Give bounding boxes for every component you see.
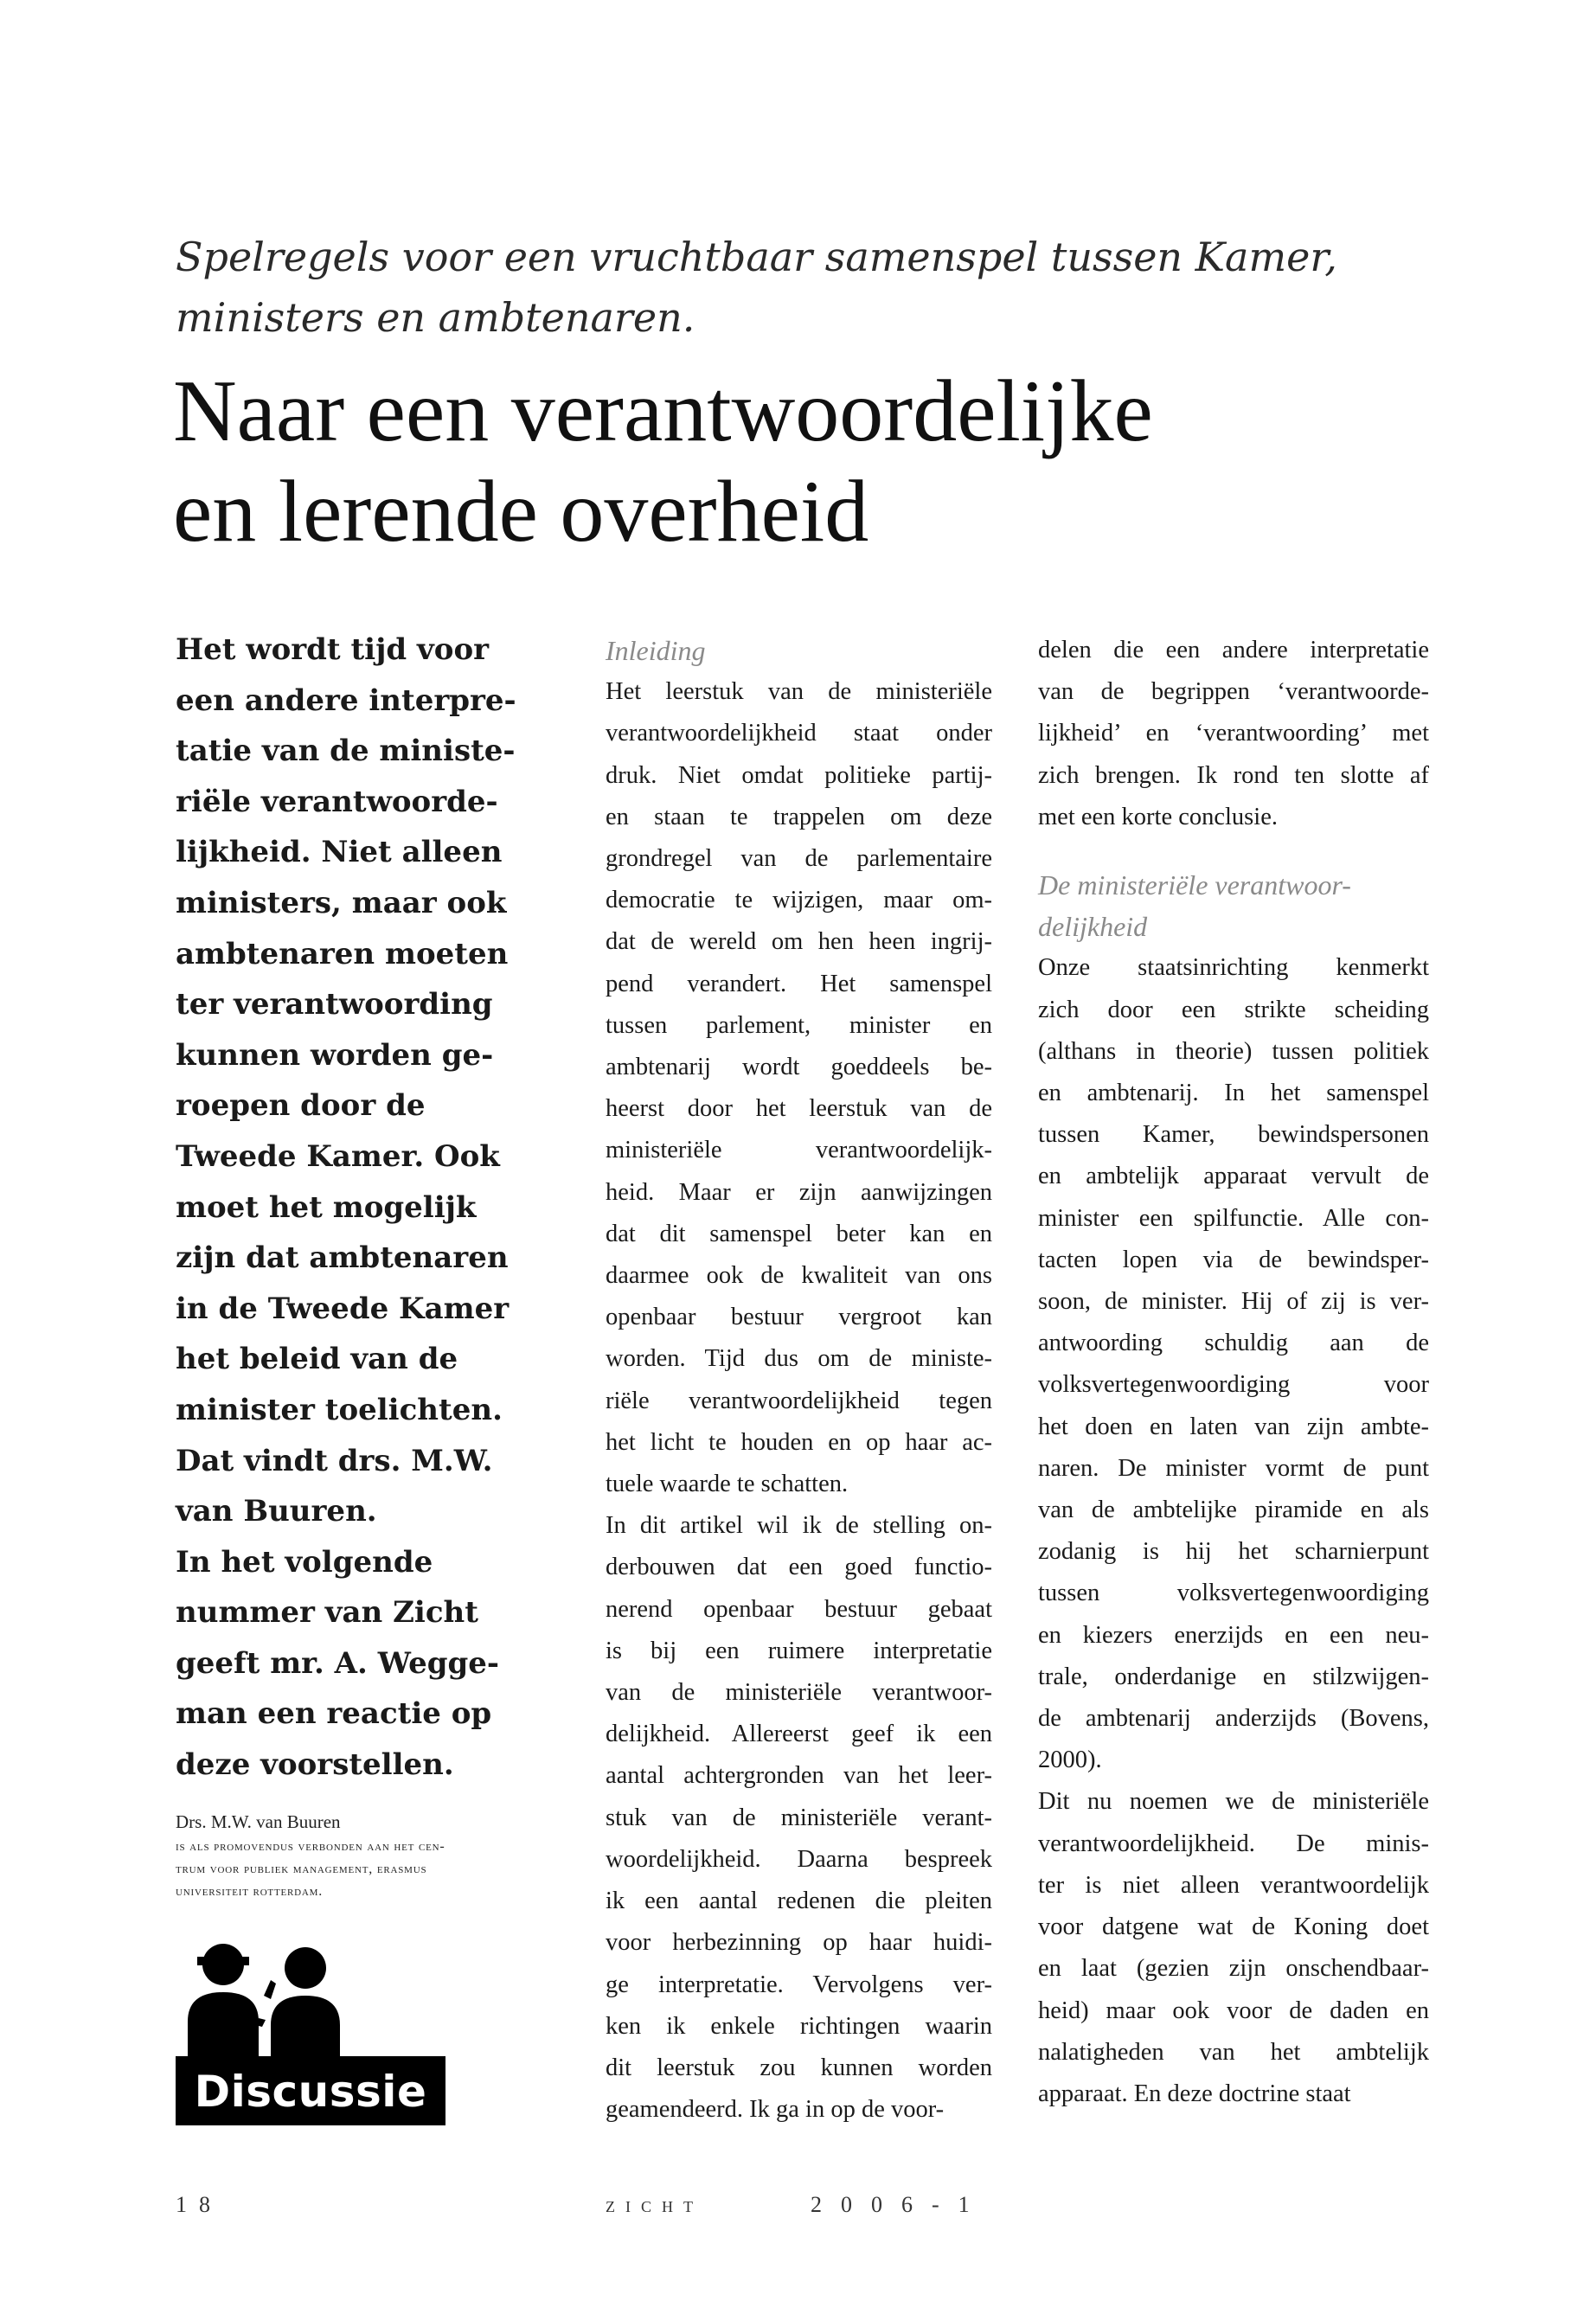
body-line: tussen volksvertegenwoordiging xyxy=(1038,1580,1429,1607)
body-line: naren. De minister vormt de punt xyxy=(1038,1454,1429,1482)
lead-line: ambtenaren moeten xyxy=(176,936,509,971)
body-line: Dit nu noemen we de ministeriële xyxy=(1038,1788,1429,1816)
body-line: heid. Maar er zijn aanwijzingen xyxy=(606,1178,992,1206)
subtitle-line-2: ministers en ambtenaren. xyxy=(176,294,695,341)
body-line: het doen en laten van zijn ambte- xyxy=(1038,1413,1429,1440)
people-discussing-icon xyxy=(176,1935,445,2065)
body-line: derbouwen dat een goed functio- xyxy=(606,1554,992,1581)
body-line: het licht te houden en op haar ac- xyxy=(606,1428,992,1456)
magazine-name: zicht xyxy=(606,2192,703,2217)
body-line: van de ministeriële verantwoor- xyxy=(606,1679,992,1707)
body-line: tussen parlement, minister en xyxy=(606,1011,992,1039)
body-line: ik een aantal redenen die pleiten xyxy=(606,1888,992,1915)
body-line: worden. Tijd dus om de ministe- xyxy=(606,1345,992,1373)
lead-line: Het wordt tijd voor xyxy=(176,632,490,667)
body-line: openbaar bestuur vergroot kan xyxy=(606,1304,992,1331)
body-line: ter is niet alleen verantwoordelijk xyxy=(1038,1871,1429,1899)
body-line: ken ik enkele richtingen waarin xyxy=(606,2012,992,2040)
body-line: aantal achtergronden van het leer- xyxy=(606,1762,992,1790)
lead-line: in de Tweede Kamer xyxy=(176,1291,510,1326)
lead-line: In het volgende xyxy=(176,1544,433,1580)
title-line-1: Naar een verantwoordelijke xyxy=(173,362,1153,460)
body-line: en laat (gezien zijn onschendbaar- xyxy=(1038,1955,1429,1983)
body-line: delijkheid. Allereerst geef ik een xyxy=(606,1721,992,1748)
lead-line: moet het mogelijk xyxy=(176,1189,477,1225)
body-line: en staan te trappelen om deze xyxy=(606,803,992,830)
article-title xyxy=(173,362,1471,562)
body-line: zich brengen. Ik rond ten slotte af xyxy=(1038,761,1429,789)
discussie-logo xyxy=(176,1935,445,2125)
body-line: daarmee ook de kwaliteit van ons xyxy=(606,1262,992,1290)
body-line: van de begrippen ‘verantwoorde- xyxy=(1038,678,1429,706)
body-line: is bij een ruimere interpretatie xyxy=(606,1637,992,1664)
lead-line: roepen door de xyxy=(176,1088,426,1124)
body-line: ministeriële verantwoordelijk- xyxy=(606,1137,992,1164)
discussie-label: Discussie xyxy=(176,2059,445,2125)
body-line: voor herbezinning op haar huidi- xyxy=(606,1929,992,1957)
body-line: antwoording schuldig aan de xyxy=(1038,1330,1429,1357)
article-subtitle xyxy=(176,227,1404,348)
page-number: 18 xyxy=(176,2192,222,2217)
body-line: tuele waarde te schatten. xyxy=(606,1471,849,1498)
body-line: en kiezers enerzijds en een neu- xyxy=(1038,1621,1429,1649)
lead-line: een andere interpre- xyxy=(176,683,516,718)
lead-line: geeft mr. A. Wegge- xyxy=(176,1645,500,1681)
subtitle-line-1: Spelregels voor een vruchtbaar samenspel tussen Kamer, xyxy=(176,234,1337,280)
body-line: heid) maar ook voor de daden en xyxy=(1038,1997,1429,2024)
affiliation-line: is als promovendus verbonden aan het cen- xyxy=(176,1839,445,1854)
body-line: (althans in theorie) tussen politiek xyxy=(1038,1037,1429,1065)
body-line: soon, de minister. Hij of zij is ver- xyxy=(1038,1288,1429,1316)
body-line: pend verandert. Het samenspel xyxy=(606,970,992,997)
lead-line: riële verantwoorde- xyxy=(176,784,498,819)
affiliation-line: trum voor publiek management, erasmus xyxy=(176,1862,427,1876)
body-line: voor datgene wat de Koning doet xyxy=(1038,1913,1429,1941)
lead-line: minister toelichten. xyxy=(176,1392,503,1427)
issue-number: 2006-1 xyxy=(811,2192,989,2217)
lead-line: lijkheid. Niet alleen xyxy=(176,835,503,870)
body-line: zodanig is hij het scharnierpunt xyxy=(1038,1538,1429,1566)
body-line: de ambtenarij anderzijds (Bovens, xyxy=(1038,1705,1429,1733)
title-line-2: en lerende overheid xyxy=(173,463,869,561)
body-line: nerend openbaar bestuur gebaat xyxy=(606,1595,992,1623)
body-line: riële verantwoordelijkheid tegen xyxy=(606,1387,992,1414)
body-line: Onze staatsinrichting kenmerkt xyxy=(1038,954,1429,982)
body-line: volksvertegenwoordiging voor xyxy=(1038,1371,1429,1399)
body-line: delen die een andere interpretatie xyxy=(1038,637,1429,663)
lead-line: van Buuren. xyxy=(176,1494,377,1529)
author-affiliation xyxy=(176,1836,574,1903)
body-line: dat dit samenspel beter kan en xyxy=(606,1220,992,1247)
section-heading-line-2: delijkheid xyxy=(1038,911,1148,943)
body-line: met een korte conclusie. xyxy=(1038,803,1278,830)
author-block xyxy=(176,1808,574,1903)
body-column-2 xyxy=(606,630,992,2131)
body-line: en ambtelijk apparaat vervult de xyxy=(1038,1163,1429,1190)
section-heading-inleiding: Inleiding xyxy=(606,635,706,666)
author-name: Drs. M.W. van Buuren xyxy=(176,1811,341,1832)
body-line: zich door een strikte scheiding xyxy=(1038,996,1429,1023)
body-line: grondregel van de parlementaire xyxy=(606,845,992,873)
body-line: democratie te wijzigen, maar om- xyxy=(606,887,992,914)
body-line: heerst door het leerstuk van de xyxy=(606,1095,992,1123)
lead-line: ministers, maar ook xyxy=(176,885,507,920)
body-line: tussen Kamer, bewindspersonen xyxy=(1038,1121,1429,1149)
body-line: ge interpretatie. Vervolgens ver- xyxy=(606,1971,992,1998)
body-line: apparaat. En deze doctrine staat xyxy=(1038,2080,1351,2107)
lead-line: ter verantwoording xyxy=(176,987,493,1022)
body-column-3 xyxy=(1038,630,1429,2115)
body-line: 2000). xyxy=(1038,1747,1102,1774)
lead-line: man een reactie op xyxy=(176,1696,492,1732)
body-line: In dit artikel wil ik de stelling on- xyxy=(606,1512,992,1540)
body-line: woordelijkheid. Daarna bespreek xyxy=(606,1845,992,1873)
section-heading-line-1: De ministeriële verantwoor- xyxy=(1038,869,1351,901)
body-line: dit leerstuk zou kunnen worden xyxy=(606,2054,992,2081)
lead-line: deze voorstellen. xyxy=(176,1747,454,1783)
lead-line: Dat vindt drs. M.W. xyxy=(176,1443,493,1478)
body-line: geamendeerd. Ik ga in op de voor- xyxy=(606,2096,945,2124)
body-line: trale, onderdanige en stilzwijgen- xyxy=(1038,1663,1429,1690)
body-line: lijkheid’ en ‘verantwoording’ met xyxy=(1038,720,1429,747)
body-line: verantwoordelijkheid. De minis- xyxy=(1038,1830,1429,1857)
body-line: stuk van de ministeriële verant- xyxy=(606,1804,992,1831)
body-line: druk. Niet omdat politieke partij- xyxy=(606,761,992,789)
body-line: tacten lopen via de bewindsper- xyxy=(1038,1246,1429,1273)
body-line: dat de wereld om hen heen ingrij- xyxy=(606,928,992,956)
lead-paragraph xyxy=(176,625,539,1791)
lead-line: zijn dat ambtenaren xyxy=(176,1240,509,1276)
lead-line: kunnen worden ge- xyxy=(176,1037,494,1073)
body-line: ambtenarij wordt goeddeels be- xyxy=(606,1054,992,1081)
lead-line: het beleid van de xyxy=(176,1342,458,1377)
body-line: nalatigheden van het ambtelijk xyxy=(1038,2038,1429,2066)
lead-line: nummer van Zicht xyxy=(176,1595,478,1631)
body-line: van de ambtelijke piramide en als xyxy=(1038,1497,1429,1524)
lead-line: Tweede Kamer. Ook xyxy=(176,1138,500,1174)
body-line: minister een spilfunctie. Alle con- xyxy=(1038,1204,1429,1232)
body-line: en ambtenarij. In het samenspel xyxy=(1038,1080,1429,1107)
body-line: Het leerstuk van de ministeriële xyxy=(606,678,992,706)
lead-line: tatie van de ministe- xyxy=(176,734,516,769)
affiliation-line: universiteit rotterdam. xyxy=(176,1884,323,1899)
body-line: verantwoordelijkheid staat onder xyxy=(606,720,992,747)
